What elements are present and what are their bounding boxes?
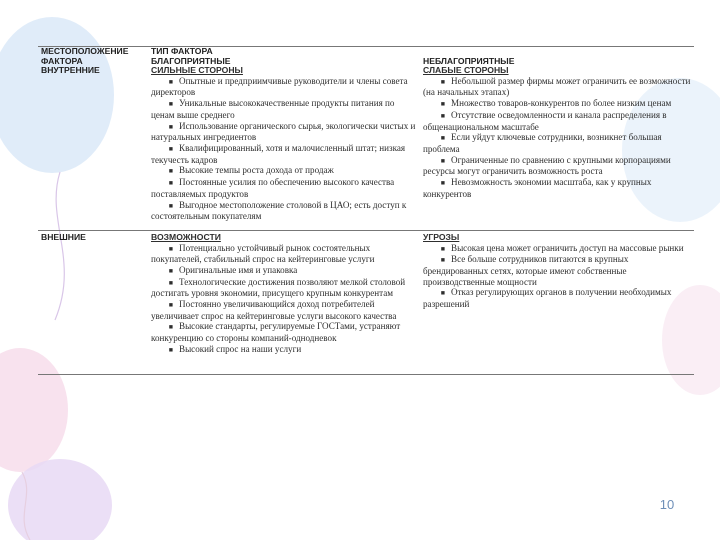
bullet-icon: ■ <box>440 179 445 188</box>
list-item: ■ Ограниченные по сравнению с крупными корпорациями ресурсы могут ограничить возможность роста <box>423 154 671 177</box>
list-item: ■ Потенциально устойчивый рынок состоятельных покупателей, стабильный спрос на кейтеринговые услуги <box>151 242 375 265</box>
threats-cell <box>420 230 694 355</box>
location-header-line2: ФАКТОРА <box>41 55 83 66</box>
list-item: ■ Высокий спрос на наши услуги <box>151 344 417 356</box>
table-header-row <box>38 47 694 67</box>
bullet-icon: ■ <box>168 179 173 188</box>
page-number: 10 <box>659 497 675 512</box>
external-label: ВНЕШНИЕ <box>41 231 86 242</box>
list-item: ■ Выгодное местоположение столовой в ЦАО; есть доступ к состоятельным покупателям <box>151 199 407 222</box>
list-item: ■ Высокие темпы роста дохода от продаж <box>151 165 417 177</box>
threats-title: УГРОЗЫ <box>423 231 460 242</box>
list-item: ■ Опытные и предприимчивые руководители и члены совета директоров <box>151 75 408 98</box>
bullet-icon: ■ <box>168 266 173 275</box>
strengths-cell <box>148 66 420 230</box>
bullet-icon: ■ <box>168 345 173 354</box>
list-item: ■ Высокие стандарты, регулируемые ГОСТами, устраняют конкуренцию со стороны компаний-однодневок <box>151 321 401 344</box>
bullet-icon: ■ <box>440 156 445 165</box>
list-item: ■ Технологические достижения позволяют мелкой столовой достигать уровня экономии, присущего крупным конкурентам <box>151 276 406 299</box>
bullet-icon: ■ <box>168 301 173 310</box>
list-item: ■ Невозможность экономии масштаба, как у крупных конкурентов <box>423 177 652 199</box>
list-item: ■ Квалифицированный, хотя и малочисленный штат; низкая текучесть кадров <box>151 143 406 165</box>
internal-label: ВНУТРЕННИЕ <box>38 66 148 230</box>
bullet-icon: ■ <box>440 111 445 120</box>
internal-row <box>38 66 694 230</box>
list-item: ■ Небольшой размер фирмы может ограничить ее возможности (на начальных этапах) <box>423 75 691 98</box>
bullet-icon: ■ <box>440 244 445 253</box>
list-item: ■ Высокая цена может ограничить доступ на массовые рынки <box>423 243 691 255</box>
bullet-icon: ■ <box>440 256 445 265</box>
opportunities-cell <box>148 230 420 355</box>
list-item: ■ Уникальные высококачественные продукты питания по ценам выше среднего <box>151 98 395 120</box>
list-item: ■ Использование органического сырья, экологически чистых и натуральных ингредиентов <box>151 120 416 143</box>
list-item: ■ Отказ регулирующих органов в получении необходимых разрешений <box>423 287 672 310</box>
list-item: ■ Постоянно увеличивающийся доход потребителей увеличивает спрос на кейтеринговые услуги высокого качества <box>151 299 397 321</box>
bullet-icon: ■ <box>440 289 445 298</box>
bullet-icon: ■ <box>168 167 173 176</box>
bullet-icon: ■ <box>168 122 173 131</box>
threats-list <box>423 243 691 310</box>
bullet-icon: ■ <box>440 134 445 143</box>
list-item: ■ Если уйдут ключевые сотрудники, возникнет большая проблема <box>423 132 662 154</box>
location-header <box>38 47 148 67</box>
opportunities-title: ВОЗМОЖНОСТИ <box>151 231 221 242</box>
bullet-icon: ■ <box>440 100 445 109</box>
list-item: ■ Оригинальные имя и упаковка <box>151 265 417 277</box>
unfavorable-label: НЕБЛАГОПРИЯТНЫЕ <box>423 55 515 66</box>
list-item: ■ Постоянные усилия по обеспечению высокого качества поставляемых продуктов <box>151 177 395 199</box>
bullet-icon: ■ <box>440 77 445 86</box>
factor-type-label: ТИП ФАКТОРА <box>151 46 213 56</box>
opportunities-list <box>151 243 417 356</box>
strengths-title: СИЛЬНЫЕ СТОРОНЫ <box>151 65 243 76</box>
factor-type-header <box>148 47 420 67</box>
bullet-icon: ■ <box>168 201 173 210</box>
bullet-icon: ■ <box>168 100 173 109</box>
external-row <box>38 230 694 355</box>
table-bottom-rule <box>38 356 694 375</box>
bullet-icon: ■ <box>168 323 173 332</box>
bullet-icon: ■ <box>168 278 173 287</box>
unfavorable-header <box>420 47 694 67</box>
weaknesses-title: СЛАБЫЕ СТОРОНЫ <box>423 65 509 76</box>
weaknesses-list <box>423 76 691 200</box>
location-header-line1: МЕСТОПОЛОЖЕНИЕ <box>41 46 129 56</box>
weaknesses-cell <box>420 66 694 230</box>
bullet-icon: ■ <box>168 145 173 153</box>
bullet-icon: ■ <box>168 77 173 86</box>
swot-table <box>38 46 694 375</box>
list-item: ■ Отсутствие осведомленности и канала распределения в общенациональном масштабе <box>423 109 667 132</box>
list-item: ■ Множество товаров-конкурентов по более низким ценам <box>423 98 691 110</box>
list-item: ■ Все больше сотрудников питаются в крупных брендированных сетях, которые имеют собственные производственные мощности <box>423 254 629 287</box>
strengths-list <box>151 76 417 222</box>
bullet-icon: ■ <box>168 244 173 253</box>
favorable-label: БЛАГОПРИЯТНЫЕ <box>151 55 231 66</box>
